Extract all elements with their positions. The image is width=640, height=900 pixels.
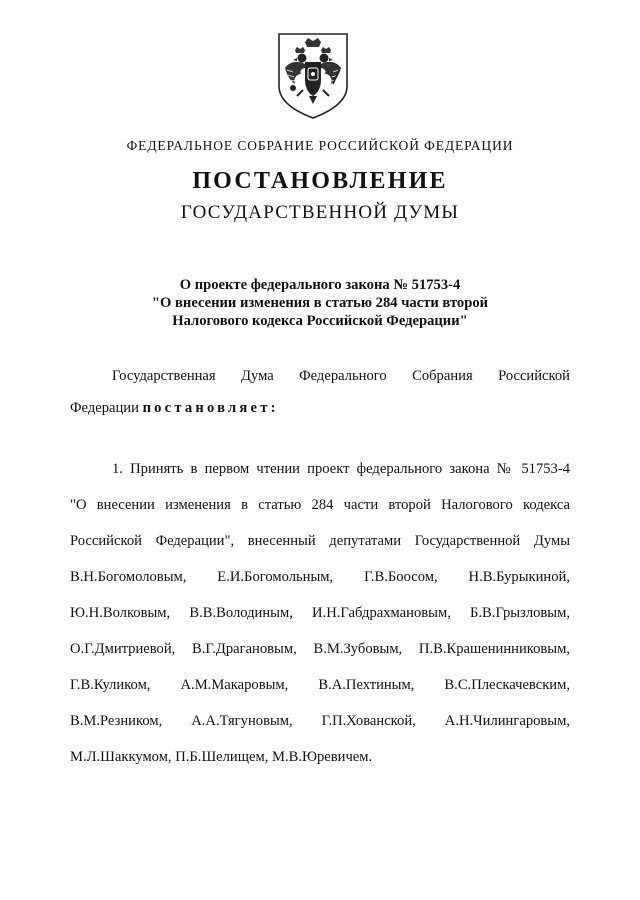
item1-line-5: Ю.Н.Волковым, В.В.Володиным, И.Н.Габдрахмановым, Б.В.Грызловым, — [70, 605, 570, 621]
item1-line-9: М.Л.Шаккумом, П.Б.Шелищем, М.В.Юревичем. — [70, 749, 373, 765]
organization-heading: ФЕДЕРАЛЬНОЕ СОБРАНИЕ РОССИЙСКОЙ ФЕДЕРАЦИИ — [126, 138, 514, 153]
item1-line-1: 1. Принять в первом чтении проект федерального закона № 51753-4 — [112, 461, 570, 477]
preamble-line-2 — [70, 398, 570, 418]
item1-line-2: "О внесении изменения в статью 284 части второй Налогового кодекса — [70, 497, 570, 513]
item1-line-6: О.Г.Дмитриевой, В.Г.Драгановым, В.М.Зубовым, П.В.Крашенинниковым, — [70, 641, 570, 657]
subject-line-3: Налогового кодекса Российской Федерации" — [172, 313, 468, 329]
resolution-verb: постановляет: — [142, 400, 279, 416]
item1-line-8: В.М.Резником, А.А.Тягуновым, Г.П.Хованской, А.Н.Чилингаровым, — [70, 713, 570, 729]
subject-line-1: О проекте федерального закона № 51753-4 — [179, 277, 461, 293]
preamble-text: Федерации — [70, 400, 139, 416]
coat-of-arms-icon — [275, 30, 351, 120]
item1-line-4: В.Н.Богомоловым, Е.И.Богомольным, Г.В.Боосом, Н.В.Бурыкиной, — [70, 569, 570, 585]
item1-line-7: Г.В.Куликом, А.М.Макаровым, В.А.Пехтиным, В.С.Плескачевским, — [70, 677, 570, 693]
document-subject — [0, 276, 640, 330]
document-type-title: ПОСТАНОВЛЕНИЕ — [192, 168, 448, 194]
item1-line-3: Российской Федерации", внесенный депутатами Государственной Думы — [70, 533, 570, 549]
preamble-line-1: Государственная Дума Федерального Собрания Российской — [112, 368, 570, 384]
issuer-title: ГОСУДАРСТВЕННОЙ ДУМЫ — [180, 202, 460, 223]
subject-line-2: "О внесении изменения в статью 284 части второй — [151, 295, 489, 311]
